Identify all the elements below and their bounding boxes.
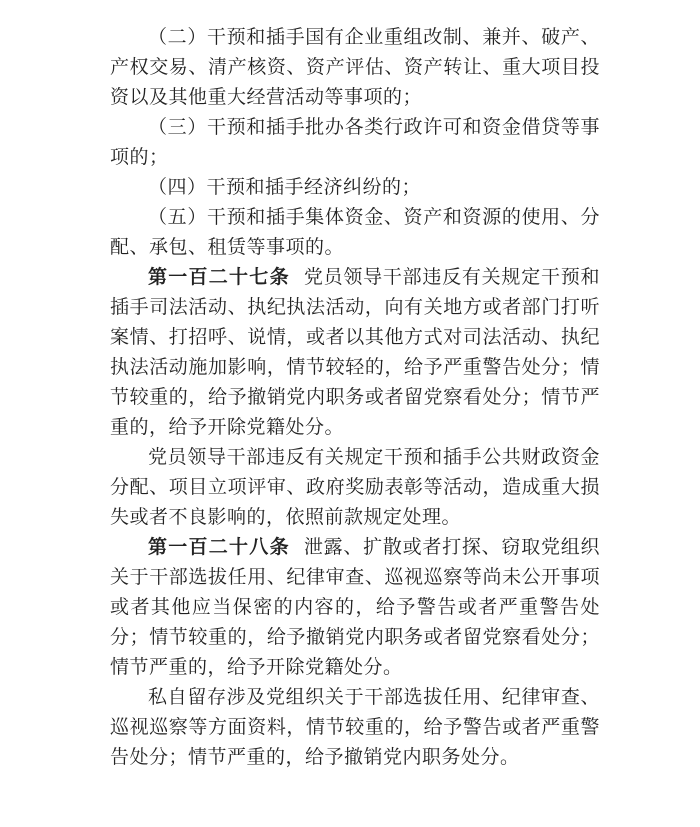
article-title: 第一百二十八条 [148,536,290,558]
article-128-paragraph-2 [110,682,600,772]
article-127-paragraph-2 [110,442,600,532]
clause-2 [110,22,600,112]
clause-5 [110,202,600,262]
paragraph-text: （五）干预和插手集体资金、资产和资源的使用、分配、承包、租赁等事项的。 [110,206,600,258]
paragraph-text: （二）干预和插手国有企业重组改制、兼并、破产、产权交易、清产核资、资产评估、资产转让、重大项目投资以及其他重大经营活动等事项的； [110,26,600,108]
paragraph-text: 私自留存涉及党组织关于干部选拔任用、纪律审查、巡视巡察等方面资料，情节较重的，给予警告或者严重警告处分；情节严重的，给予撤销党内职务处分。 [110,686,600,768]
article-title: 第一百二十七条 [148,266,290,288]
paragraph-text: （四）干预和插手经济纠纷的； [148,176,422,198]
article-128 [110,532,600,682]
paragraph-text: （三）干预和插手批办各类行政许可和资金借贷等事项的； [110,116,600,168]
clause-4 [110,172,600,202]
article-127 [110,262,600,442]
clause-3 [110,112,600,172]
paragraph-text: 党员领导干部违反有关规定干预和插手司法活动、执纪执法活动，向有关地方或者部门打听案情、打招呼、说情，或者以其他方式对司法活动、执纪执法活动施加影响，情节较轻的，给予严重警告处分；情节较重的，给予撤销党内职务或者留党察看处分；情节严重的，给予开除党籍处分。 [110,266,600,438]
paragraph-text: 党员领导干部违反有关规定干预和插手公共财政资金分配、项目立项评审、政府奖励表彰等活动，造成重大损失或者不良影响的，依照前款规定处理。 [110,446,600,528]
paragraph-text: 泄露、扩散或者打探、窃取党组织关于干部选拔任用、纪律审查、巡视巡察等尚未公开事项或者其他应当保密的内容的，给予警告或者严重警告处分；情节较重的，给予撤销党内职务或者留党察看处分；情节严重的，给予开除党籍处分。 [110,536,600,678]
